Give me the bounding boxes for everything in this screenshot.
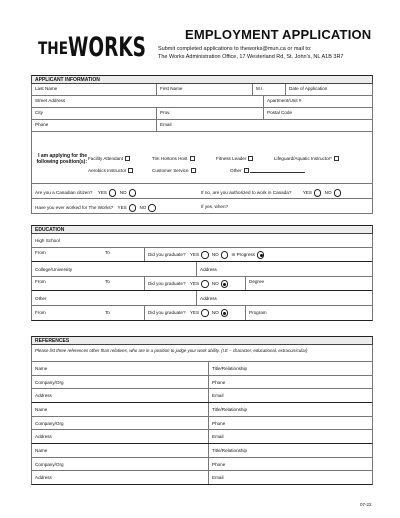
other-position-line[interactable] (250, 168, 305, 173)
reference-3-phone-field[interactable]: Phone (208, 458, 374, 471)
position-customer-service[interactable]: Customer Service (152, 168, 196, 173)
reference-3-title-field[interactable]: Title/Relationship (208, 444, 374, 457)
reference-3-name-field[interactable]: Name (35, 448, 48, 453)
college-no-radio[interactable] (221, 280, 229, 288)
postal-code-field[interactable]: Postal Code (263, 108, 374, 119)
svg-text:THE: THE (38, 39, 68, 59)
worked-before-row (31, 199, 373, 214)
position-tim-hortons-host[interactable]: Tim Hortons Host (152, 156, 195, 161)
other-row (31, 291, 373, 306)
reference-2-row (31, 403, 373, 417)
city-field[interactable]: City (35, 110, 43, 115)
college-address-field[interactable]: Address (196, 262, 374, 276)
section-heading-references: REFERENCES (31, 336, 373, 345)
authorized-question: If no, are you authorized to work in Canada? YES NO (201, 189, 343, 197)
page-title: EMPLOYMENT APPLICATION (185, 27, 372, 42)
city-row (31, 108, 373, 120)
if-yes-when-label: If yes, when? (201, 204, 229, 209)
hs-graduate: Did you graduate? YES NO In Progress (144, 248, 374, 261)
svg-text:WORKS: WORKS (68, 32, 146, 63)
reference-1-phone-field[interactable]: Phone (208, 376, 374, 389)
mailing-address: The Works Administration Office, 17 Westerland Rd, St. John's, NL A1B 3R7 (158, 54, 344, 60)
checkbox[interactable] (248, 156, 253, 161)
reference-2-company-field[interactable]: Company/Org (35, 420, 64, 426)
reference-1-email-field[interactable]: Email (208, 389, 374, 402)
college-graduate: Did you graduate? YES NO (144, 277, 245, 290)
college-dates-row (31, 277, 373, 291)
middle-initial-field[interactable]: M.I. (252, 84, 285, 95)
authorized-yes-radio[interactable] (314, 189, 322, 197)
other-yes-radio[interactable] (201, 309, 209, 317)
citizen-yes-radio[interactable] (109, 189, 117, 197)
references-note: Please list three references other than relatives, who are in a position to judge your work ability. (I.E – character, educational, extracurricular) (31, 345, 373, 362)
email-field[interactable]: Email (156, 120, 374, 131)
hs-yes-radio[interactable] (201, 251, 209, 259)
reference-2-address-field[interactable]: Address (35, 434, 52, 439)
hs-in-progress-radio[interactable] (257, 251, 265, 259)
street-address-field[interactable]: Street Address (35, 98, 66, 103)
applying-for-label: I am applying for the following position(s): (36, 153, 87, 165)
reference-1-address-field[interactable]: Address (35, 393, 52, 398)
reference-3-email-field[interactable]: Email (208, 471, 374, 484)
contact-row (31, 120, 373, 132)
other-from-to[interactable]: From To (35, 310, 110, 315)
first-name-field[interactable]: First Name (156, 84, 252, 95)
reference-1-company-field[interactable]: Company/Org (35, 379, 64, 385)
the-works-logo (38, 28, 148, 63)
reference-1-name-field[interactable]: Name (35, 366, 48, 371)
section-heading-education: EDUCATION (31, 225, 373, 234)
checkbox[interactable] (125, 156, 130, 161)
reference-1-row (31, 362, 373, 376)
checkbox[interactable] (191, 168, 196, 173)
reference-1-row (31, 389, 373, 403)
college-row (31, 262, 373, 277)
name-row (31, 84, 373, 96)
high-school-dates-row (31, 248, 373, 262)
other-graduate: Did you graduate? YES NO (144, 306, 245, 320)
reference-2-phone-field[interactable]: Phone (208, 417, 374, 430)
phone-field[interactable]: Phone (35, 122, 49, 127)
checkbox[interactable] (128, 168, 133, 173)
submission-instructions: Submit completed applications to theworks@mun.ca or mail to: (158, 46, 312, 52)
other-school-field[interactable]: Other (35, 296, 47, 301)
reference-1-row (31, 376, 373, 390)
reference-3-row (31, 471, 373, 485)
reference-3-row (31, 444, 373, 458)
college-from-to[interactable]: From To (35, 279, 110, 284)
worked-before-question: Have you ever worked for The Works? YES NO (35, 204, 158, 212)
positions-block (31, 132, 373, 184)
hs-no-radio[interactable] (221, 251, 229, 259)
degree-field[interactable]: Degree (245, 277, 374, 290)
province-field[interactable]: Prov. (156, 108, 263, 119)
other-address-field[interactable]: Address (196, 291, 374, 305)
worked-yes-radio[interactable] (129, 204, 137, 212)
worked-no-radio[interactable] (148, 204, 156, 212)
other-no-radio[interactable] (221, 309, 229, 317)
checkbox[interactable] (190, 156, 195, 161)
checkbox[interactable] (334, 156, 339, 161)
reference-2-email-field[interactable]: Email (208, 430, 374, 443)
reference-2-row (31, 430, 373, 444)
last-name-field[interactable]: Last Name (35, 86, 58, 91)
date-of-application-field[interactable]: Date of Application (285, 84, 374, 95)
position-facility-attendant[interactable]: Facility Attendant (88, 156, 130, 161)
position-aerobics-instructor[interactable]: Aerobics Instructor (88, 168, 133, 173)
high-school-row[interactable] (31, 234, 373, 248)
reference-2-row (31, 417, 373, 431)
reference-3-company-field[interactable]: Company/Org (35, 461, 64, 467)
section-heading-applicant: APPLICANT INFORMATION (31, 75, 373, 84)
authorized-no-radio[interactable] (334, 189, 342, 197)
high-school-label: High School (35, 238, 60, 243)
citizen-question: Are you a Canadian citizen? YES NO (35, 189, 138, 197)
college-field[interactable]: College/University (35, 267, 73, 272)
position-lifeguard[interactable]: Lifeguard/Aquatic Instructor* (274, 156, 339, 161)
position-fitness-leader[interactable]: Fitness Leader (216, 156, 253, 161)
reference-2-name-field[interactable]: Name (35, 407, 48, 412)
reference-1-title-field[interactable]: Title/Relationship (208, 362, 374, 375)
program-field[interactable]: Program (245, 306, 374, 320)
form-code: 07-22 (360, 502, 372, 507)
citizen-no-radio[interactable] (129, 189, 137, 197)
other-dates-row (31, 306, 373, 321)
hs-from-to[interactable]: From To (35, 250, 110, 255)
reference-2-title-field[interactable]: Title/Relationship (208, 403, 374, 416)
college-yes-radio[interactable] (201, 280, 209, 288)
address-row (31, 96, 373, 108)
apartment-unit-field[interactable]: Apartment/Unit # (263, 96, 374, 107)
citizen-row (31, 184, 373, 199)
position-other[interactable]: Other (230, 168, 305, 173)
reference-3-address-field[interactable]: Address (35, 475, 52, 480)
reference-3-row (31, 458, 373, 472)
checkbox[interactable] (244, 168, 249, 173)
